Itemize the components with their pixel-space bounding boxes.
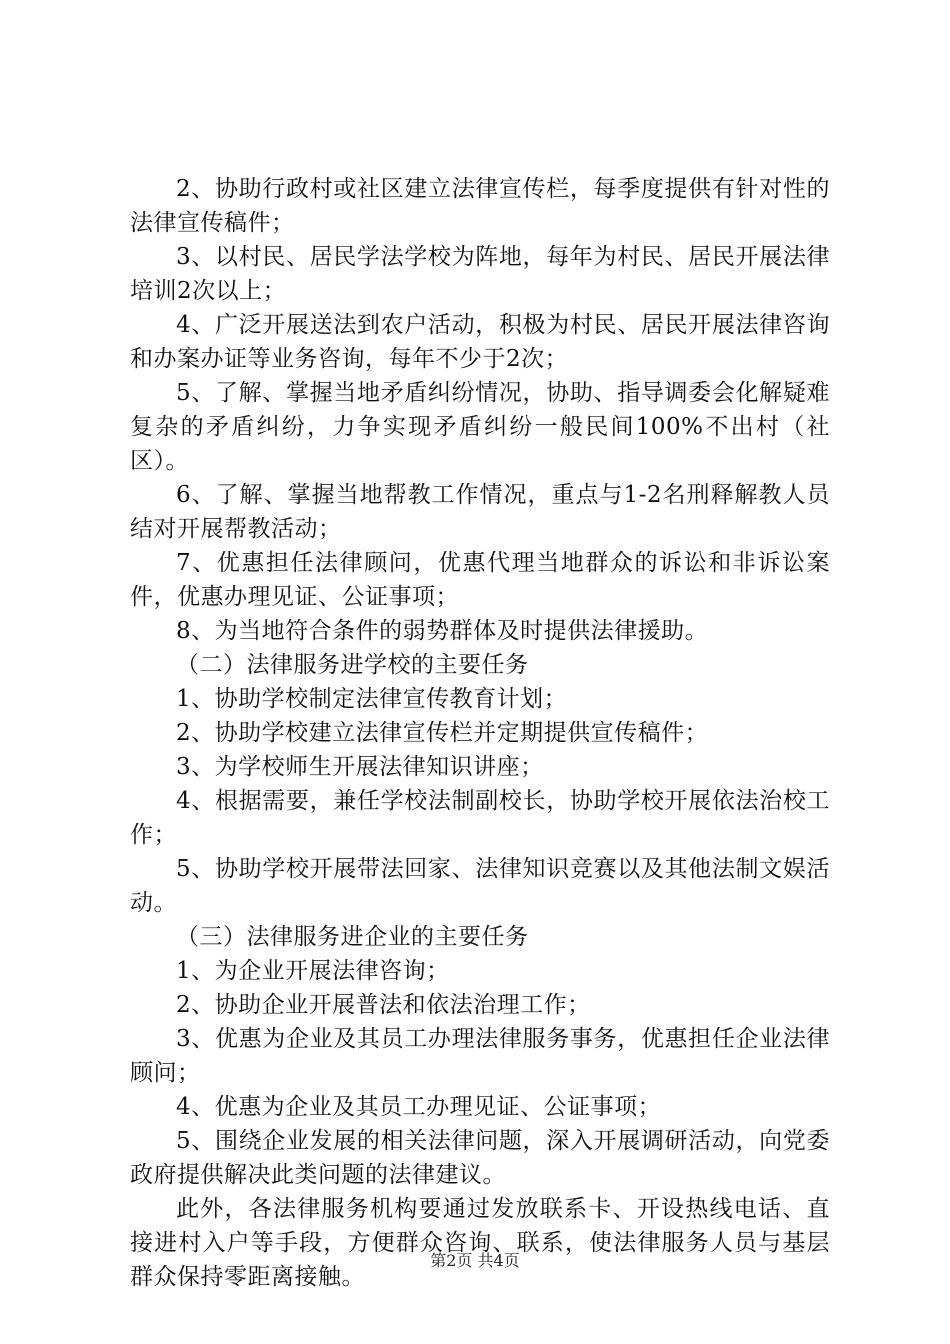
paragraph: 5、围绕企业发展的相关法律问题，深入开展调研活动，向党委政府提供解决此类问题的法律建议。 (130, 1128, 830, 1188)
paragraph: 3、以村民、居民学法学校为阵地，每年为村民、居民开展法律培训2次以上； (130, 244, 830, 304)
paragraph: 此外，各法律服务机构要通过发放联系卡、开设热线电话、直接进村入户等手段，方便群众咨询、联系，使法律服务人员与基层群众保持零距离接触。 (130, 1196, 830, 1290)
paragraph: 1、为企业开展法律咨询； (176, 958, 450, 984)
paragraph: 1、协助学校制定法律宣传教育计划； (176, 686, 568, 712)
paragraph: 4、根据需要，兼任学校法制副校长，协助学校开展依法治校工作； (130, 788, 830, 848)
paragraph: 6、了解、掌握当地帮教工作情况，重点与1-2名刑释解教人员结对开展帮教活动； (130, 482, 830, 542)
paragraph: 4、广泛开展送法到农户活动，积极为村民、居民开展法律咨询和办案办证等业务咨询，每年不少于2次； (130, 312, 830, 372)
paragraph: 2、协助学校建立法律宣传栏并定期提供宣传稿件； (176, 720, 709, 746)
paragraph: 7、优惠担任法律顾问，优惠代理当地群众的诉讼和非诉讼案件，优惠办理见证、公证事项； (130, 550, 830, 610)
paragraph: 5、了解、掌握当地矛盾纠纷情况，协助、指导调委会化解疑难复杂的矛盾纠纷，力争实现矛盾纠纷一般民间100%不出村（社区）。 (130, 380, 830, 474)
document-body (130, 172, 830, 1294)
paragraph: 8、为当地符合条件的弱势群体及时提供法律援助。 (176, 618, 709, 644)
paragraph: 5、协助学校开展带法回家、法律知识竞赛以及其他法制文娱活动。 (130, 856, 830, 916)
paragraph: 3、为学校师生开展法律知识讲座； (176, 754, 544, 780)
section-heading: （三）法律服务进企业的主要任务 (176, 924, 529, 950)
section-heading: （二）法律服务进学校的主要任务 (176, 652, 529, 678)
paragraph: 2、协助企业开展普法和依法治理工作； (176, 992, 591, 1018)
paragraph: 4、优惠为企业及其员工办理见证、公证事项； (176, 1094, 662, 1120)
paragraph: 3、优惠为企业及其员工办理法律服务事务，优惠担任企业法律顾问； (130, 1026, 830, 1086)
paragraph: 2、协助行政村或社区建立法律宣传栏，每季度提供有针对性的法律宣传稿件； (130, 176, 830, 236)
page-number-footer: 第2页 共4页 (430, 1251, 520, 1270)
